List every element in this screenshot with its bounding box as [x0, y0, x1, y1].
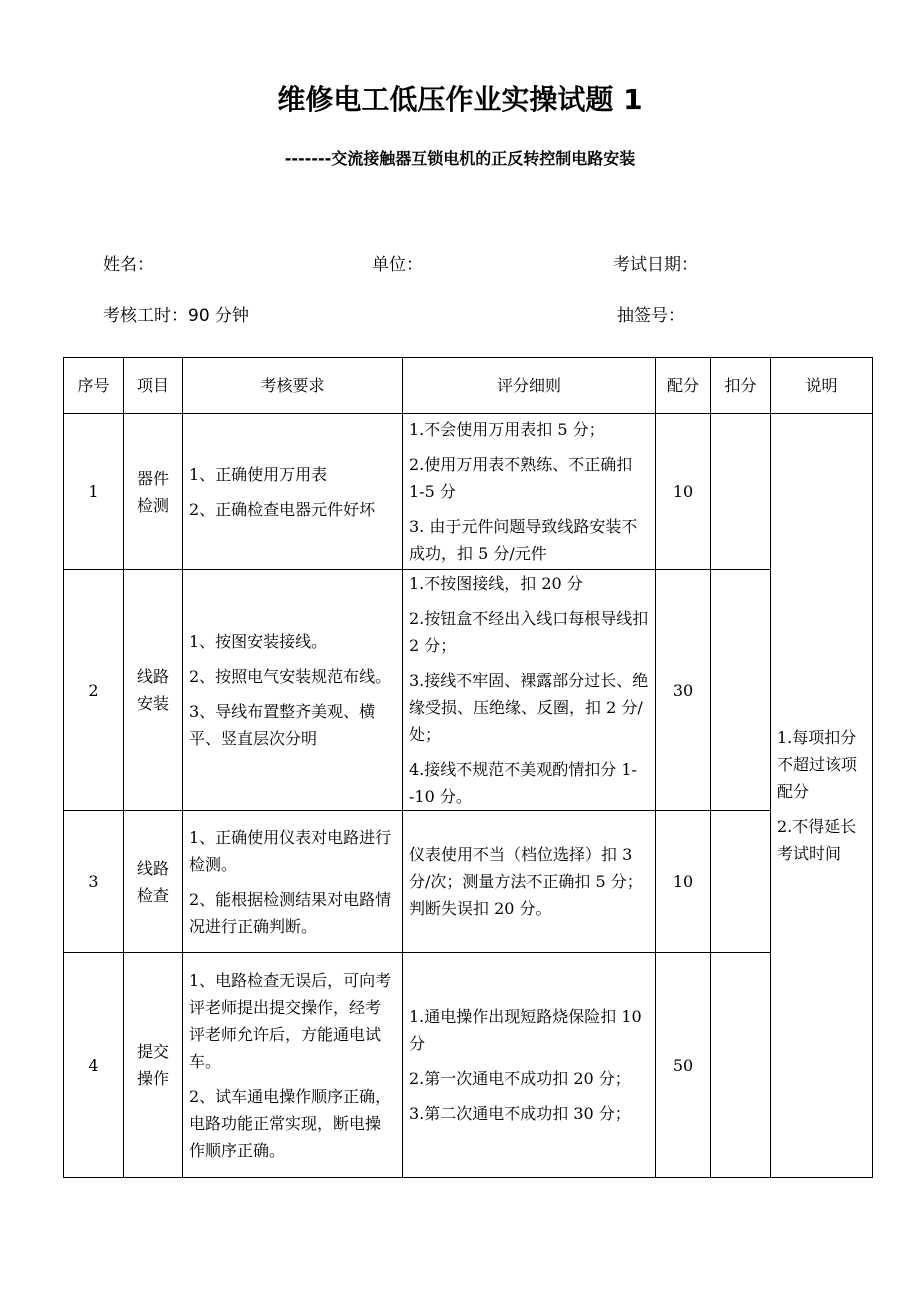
rule-text: 2.按钮盒不经出入线口每根导线扣 2 分；	[409, 609, 649, 655]
row-no: 3	[64, 811, 124, 953]
requirement-text: 1、电路检查无误后，可向考评老师提出提交操作，经考评老师允许后，方能通电试车。	[189, 970, 392, 1071]
rule-text: 2.第一次通电不成功扣 20 分；	[409, 1069, 631, 1088]
requirement-text: 1、正确使用仪表对电路进行检测。	[189, 827, 392, 874]
requirement-text: 2、正确检查电器元件好坏	[189, 499, 376, 519]
row-deduct	[711, 953, 771, 1178]
table-header-row	[64, 358, 873, 414]
note-text: 2.不得延长考试时间	[777, 817, 857, 863]
header-requirements: 考核要求	[183, 358, 403, 414]
rule-text: 1.通电操作出现短路烧保险扣 10 分	[409, 1007, 642, 1053]
rule-text: 3.接线不牢固、裸露部分过长、绝缘受损、压绝缘、反圈，扣 2 分/处；	[409, 671, 649, 744]
page-subtitle: -------交流接触器互锁电机的正反转控制电路安装	[284, 149, 636, 168]
rule-text: 3. 由于元件问题导致线路安装不成功，扣 5 分/元件	[409, 517, 638, 563]
table-row	[64, 414, 873, 570]
row-no: 2	[64, 570, 124, 811]
requirement-text: 2、能根据检测结果对电路情况进行正确判断。	[189, 889, 392, 936]
header-deduct: 扣分	[711, 358, 771, 414]
row-item: 线路安装	[124, 570, 183, 811]
table-row	[64, 570, 873, 811]
row-rules	[403, 811, 656, 953]
header-notes: 说明	[771, 358, 873, 414]
row-score: 10	[656, 811, 711, 953]
row-rules	[403, 414, 656, 570]
exam-date-label: 考试日期：	[613, 255, 698, 275]
row-no: 1	[64, 414, 124, 570]
header-score: 配分	[656, 358, 711, 414]
rule-text: 1.不按图接线，扣 20 分	[409, 574, 583, 593]
requirement-text: 1、按图安装接线。	[189, 632, 328, 651]
header-rules: 评分细则	[403, 358, 656, 414]
row-requirements	[183, 570, 403, 811]
row-item: 线路检查	[124, 811, 183, 953]
requirement-text: 1、正确使用万用表	[189, 464, 328, 484]
row-deduct	[711, 570, 771, 811]
row-no: 4	[64, 953, 124, 1178]
row-item: 提交操作	[124, 953, 183, 1178]
row-deduct	[711, 414, 771, 570]
page-title: 维修电工低压作业实操试题 1	[277, 83, 643, 116]
exam-duration-label: 考核工时：90 分钟	[103, 306, 250, 326]
requirement-text: 2、试车通电操作顺序正确，电路功能正常实现，断电操作顺序正确。	[189, 1086, 392, 1160]
note-text: 1.每项扣分不超过该项配分	[777, 728, 858, 801]
row-requirements	[183, 414, 403, 570]
requirement-text: 2、按照电气安装规范布线。	[189, 667, 392, 686]
name-label: 姓名：	[103, 255, 154, 275]
notes-cell	[771, 414, 873, 1178]
rule-text: 仪表使用不当（档位选择）扣 3 分/次；测量方法不正确扣 5 分；判断失误扣 20 分。	[409, 845, 643, 918]
table-row	[64, 953, 873, 1178]
row-deduct	[711, 811, 771, 953]
rule-text: 4.接线不规范不美观酌情扣分 1--10 分。	[409, 760, 637, 806]
table-row	[64, 811, 873, 953]
row-requirements	[183, 953, 403, 1178]
row-rules	[403, 953, 656, 1178]
requirement-text: 3、导线布置整齐美观、横平、竖直层次分明	[189, 702, 376, 748]
header-no: 序号	[64, 358, 124, 414]
lottery-number-label: 抽签号：	[617, 306, 685, 326]
header-item: 项目	[124, 358, 183, 414]
row-item: 器件检测	[124, 414, 183, 570]
scoring-table	[63, 357, 873, 1178]
row-score: 10	[656, 414, 711, 570]
rule-text: 1.不会使用万用表扣 5 分；	[409, 420, 605, 439]
unit-label: 单位：	[372, 255, 423, 275]
row-score: 50	[656, 953, 711, 1178]
rule-text: 3.第二次通电不成功扣 30 分；	[409, 1104, 631, 1123]
rule-text: 2.使用万用表不熟练、不正确扣 1-5 分	[409, 455, 633, 501]
row-score: 30	[656, 570, 711, 811]
row-rules	[403, 570, 656, 811]
row-requirements	[183, 811, 403, 953]
